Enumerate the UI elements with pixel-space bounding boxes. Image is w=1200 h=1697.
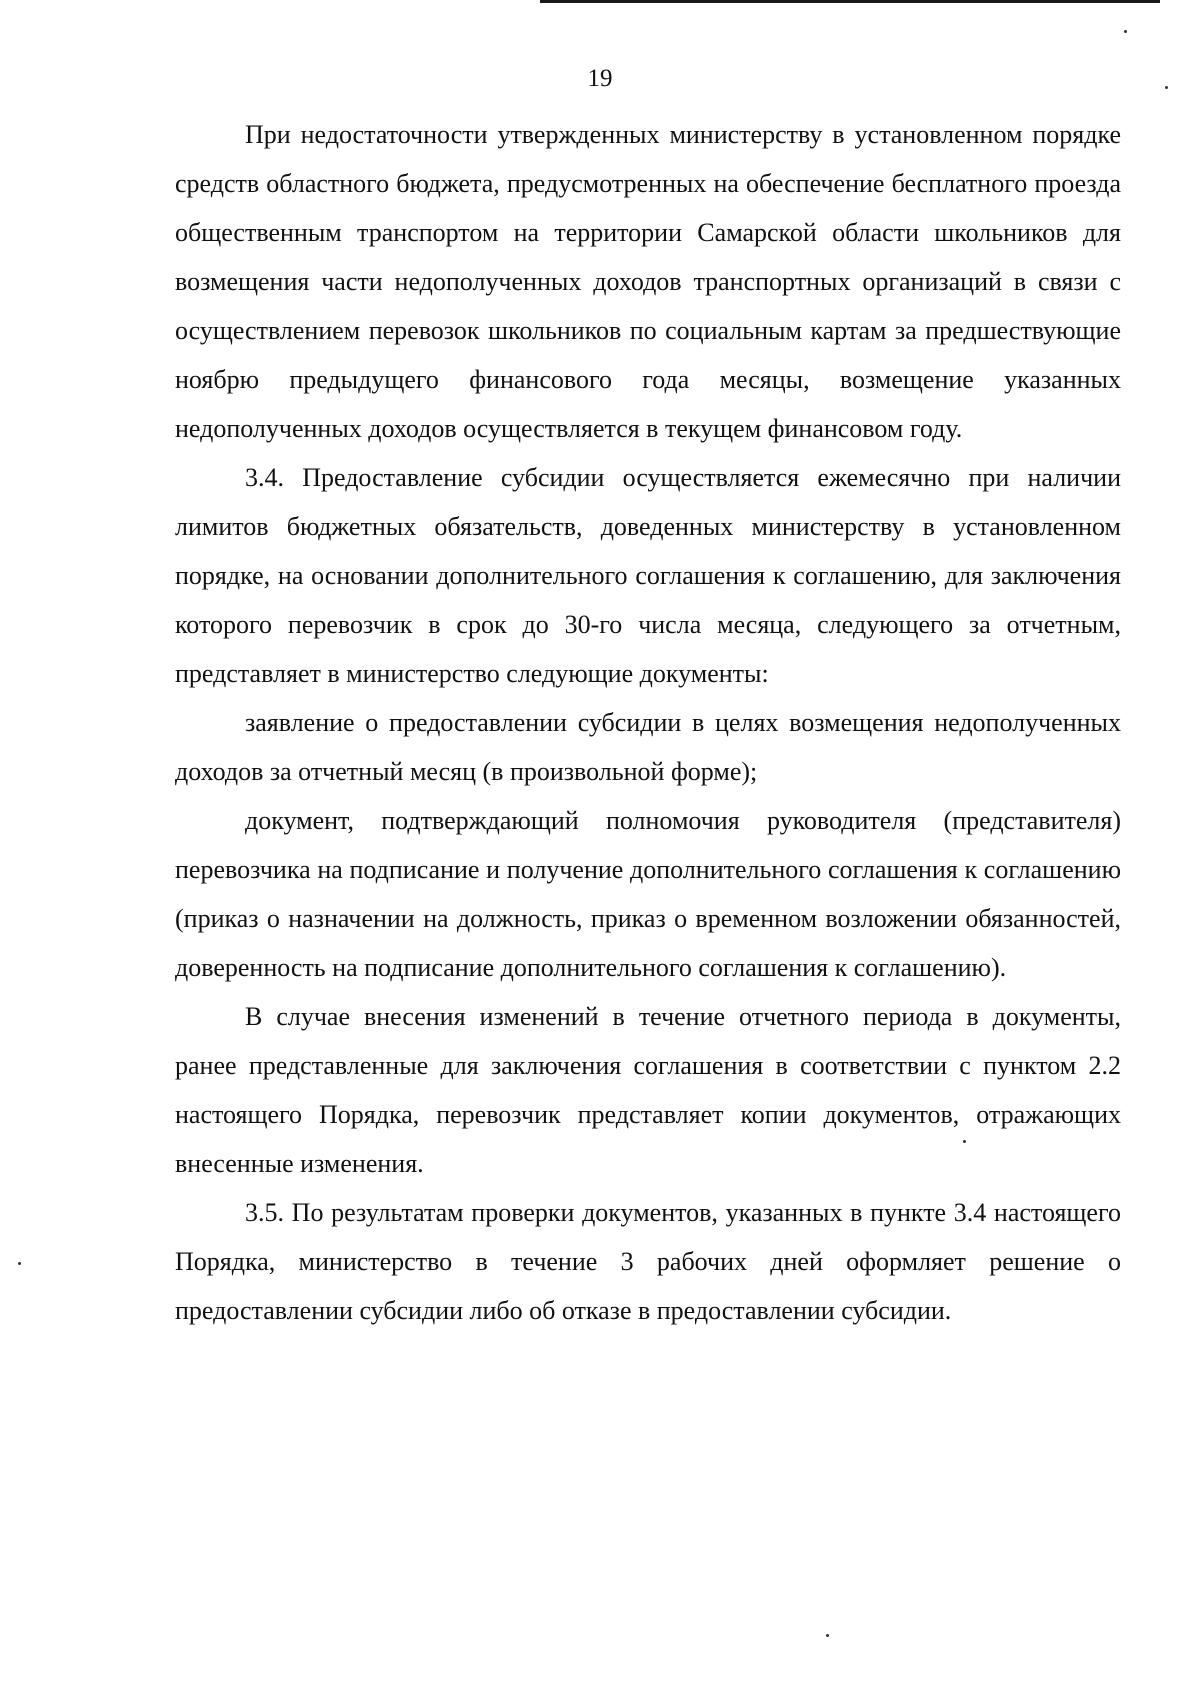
paragraph-authority-document: документ, подтверждающий полномочия руководителя (представителя) перевозчика на подписание и получение дополнительного соглашения к соглашению (приказ о назначении на должность, приказ о временном возложении обязанностей, доверенность на подписание дополнительного соглашения к соглашению).	[175, 806, 1121, 982]
scan-speck	[18, 1262, 21, 1265]
scan-speck	[826, 1634, 829, 1637]
paragraph-changes: В случае внесения изменений в течение отчетного периода в документы, ранее представленные для заключения соглашения в соответствии с пунктом 2.2 настоящего Порядка, перевозчик представляет копии документов, отражающих внесенные изменения.	[175, 1002, 1121, 1178]
page-number: 19	[587, 65, 613, 92]
paragraph-application: заявление о предоставлении субсидии в целях возмещения недополученных доходов за отчетный месяц (в произвольной форме);	[175, 708, 1121, 786]
paragraph-insufficient-funds: При недостаточности утвержденных министерству в установленном порядке средств областного бюджета, предусмотренных на обеспечение бесплатного проезда общественным транспортом на территории Самарской области школьников для возмещения части недополученных доходов транспортных организаций в связи с осуществлением перевозок школьников по социальным картам за предшествующие ноябрю предыдущего финансового года месяцы, возмещение указанных недополученных доходов осуществляется в текущем финансовом году.	[175, 120, 1121, 443]
scan-speck	[1124, 30, 1127, 33]
paragraph-3-5: 3.5. По результатам проверки документов, указанных в пункте 3.4 настоящего Порядка, министерство в течение 3 рабочих дней оформляет решение о предоставлении субсидии либо об отказе в предоставлении субсидии.	[175, 1198, 1121, 1325]
document-body	[175, 110, 1121, 1335]
scan-speck	[1165, 86, 1168, 89]
scan-speck	[963, 1140, 966, 1143]
scan-top-edge-line	[540, 0, 1160, 3]
paragraph-3-4: 3.4. Предоставление субсидии осуществляется ежемесячно при наличии лимитов бюджетных обязательств, доведенных министерству в установленном порядке, на основании дополнительного соглашения к соглашению, для заключения которого перевозчик в срок до 30-го числа месяца, следующего за отчетным, представляет в министерство следующие документы:	[175, 463, 1121, 688]
